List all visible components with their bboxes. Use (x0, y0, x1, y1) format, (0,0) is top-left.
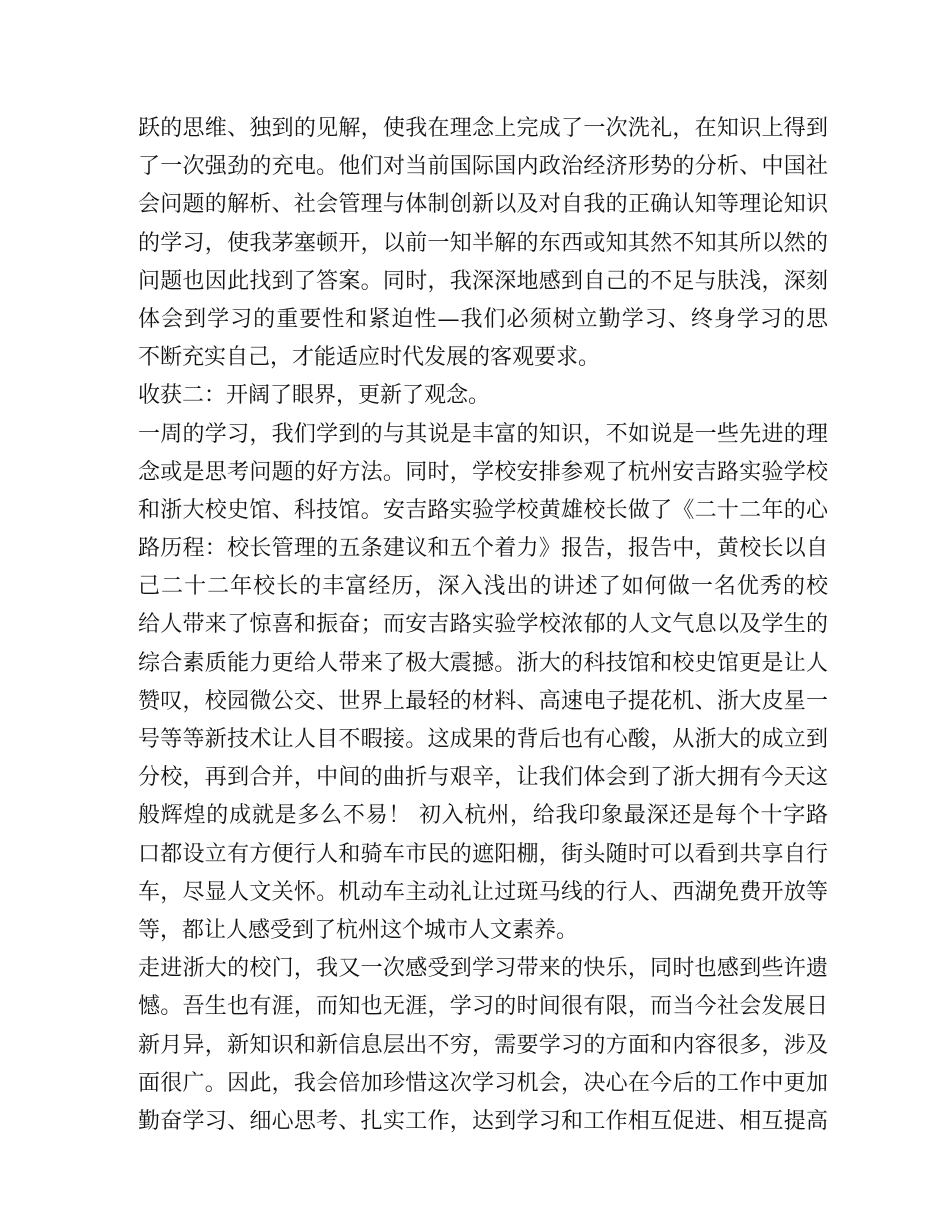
text-line: 和浙大校史馆、科技馆。安吉路实验学校黄雄校长做了《二十二年的心 (138, 497, 828, 523)
text-line: 不断充实自己，才能适应时代发展的客观要求。 (138, 345, 601, 371)
text-line: 车，尽显人文关怀。机动车主动礼让过斑马线的行人、西湖免费开放等 (138, 879, 828, 905)
text-line: 般辉煌的成就是多么不易！ 初入杭州，给我印象最深还是每个十字路 (138, 803, 828, 829)
text-line: 走进浙大的校门，我又一次感受到学习带来的快乐，同时也感到些许遗 (138, 956, 828, 982)
text-line: 念或是思考问题的好方法。同时，学校安排参观了杭州安吉路实验学校 (138, 459, 828, 485)
text-line: 路历程：校长管理的五条建议和五个着力》报告，报告中，黄校长以自 (138, 536, 828, 562)
text-line: 问题也因此找到了答案。同时，我深深地感到自己的不足与肤浅，深刻 (138, 268, 828, 294)
text-line: 体会到学习的重要性和紧迫性—我们必须树立勤学习、终身学习的思 (138, 306, 828, 332)
text-line: 己二十二年校长的丰富经历，深入浅出的讲述了如何做一名优秀的校 (138, 574, 828, 600)
text-line: 跃的思维、独到的见解，使我在理念上完成了一次洗礼，在知识上得到 (138, 116, 828, 141)
text-line: 勤奋学习、细心思考、扎实工作，达到学习和工作相互促进、相互提高 (138, 1108, 828, 1134)
text-line: 憾。吾生也有涯，而知也无涯，学习的时间很有限，而当今社会发展日 (138, 994, 828, 1020)
text-line: 口都设立有方便行人和骑车市民的遮阳棚，街头随时可以看到共享自行 (138, 841, 828, 867)
body-text (138, 110, 828, 1141)
text-line: 等，都让人感受到了杭州这个城市人文素养。 (138, 917, 579, 943)
text-line: 了一次强劲的充电。他们对当前国际国内政治经济形势的分析、中国社 (138, 154, 828, 180)
text-line: 分校，再到合并，中间的曲折与艰辛，让我们体会到了浙大拥有今天这 (138, 765, 828, 791)
text-line: 给人带来了惊喜和振奋；而安吉路实验学校浓郁的人文气息以及学生的 (138, 612, 828, 638)
text-line: 号等等新技术让人目不暇接。这成果的背后也有心酸，从浙大的成立到 (138, 727, 828, 752)
text-line: 面很广。因此，我会倍加珍惜这次学习机会，决心在今后的工作中更加 (138, 1070, 828, 1096)
text-line: 收获二：开阔了眼界，更新了观念。 (138, 383, 491, 409)
text-line: 的学习，使我茅塞顿开，以前一知半解的东西或知其然不知其所以然的 (138, 230, 828, 256)
text-line: 新月异，新知识和新信息层出不穷，需要学习的方面和内容很多，涉及 (138, 1032, 828, 1058)
text-line: 一周的学习，我们学到的与其说是丰富的知识，不如说是一些先进的理 (138, 421, 828, 447)
text-line: 会问题的解析、社会管理与体制创新以及对自我的正确认知等理论知识 (138, 192, 828, 218)
text-line: 综合素质能力更给人带来了极大震撼。浙大的科技馆和校史馆更是让人 (138, 650, 828, 676)
text-line: 赞叹，校园微公交、世界上最轻的材料、高速电子提花机、浙大皮星一 (138, 688, 828, 714)
